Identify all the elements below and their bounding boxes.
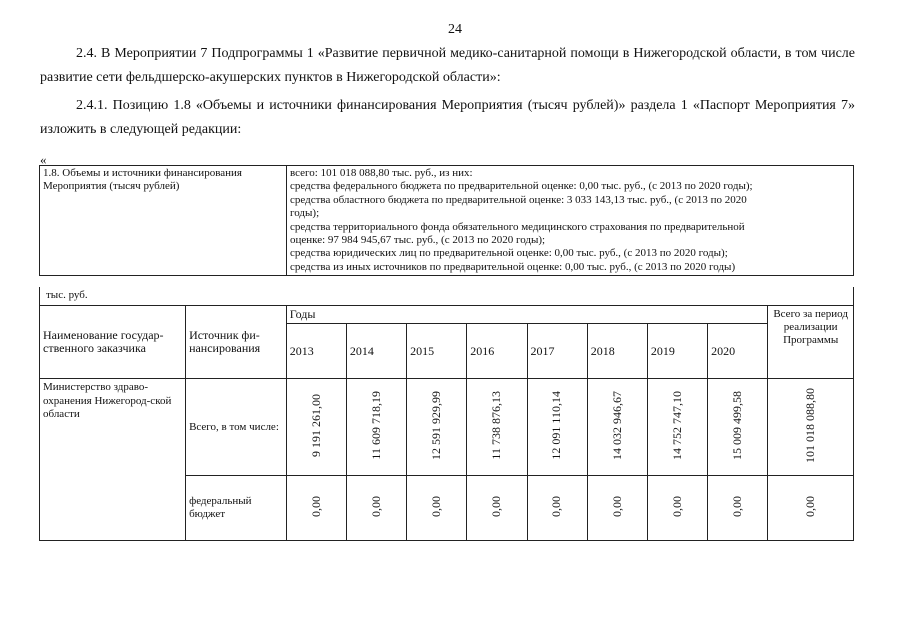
value-text: 11 609 718,19 — [368, 390, 383, 460]
year-header: 2019 — [647, 324, 707, 379]
customer-name: Министерство здраво-охранения Нижегород-ской области — [40, 379, 186, 541]
source-name: Всего, в том числе: — [186, 379, 287, 476]
value-cell — [286, 379, 346, 476]
value-text: 0,00 — [669, 495, 684, 517]
value-cell — [708, 379, 768, 476]
value-text: 0,00 — [308, 495, 323, 517]
paragraph-item-2-4-1: 2.4.1. Позицию 1.8 «Объемы и источники финансирования Мероприятия (тысяч рублей)» раздела 1 «Паспорт Мероприятия 7» изложить в следующей редакции: — [40, 98, 855, 137]
value-text: 12 091 110,14 — [549, 390, 564, 460]
financing-line: средства областного бюджета по предварительной оценке: 3 033 143,13 тыс. руб., (с 2013 по 2020 — [290, 193, 747, 206]
financing-line: средства юридических лиц по предварительной оценке: 0,00 тыс. руб., (с 2013 по 2020 годы); — [290, 247, 728, 260]
year-header: 2018 — [587, 324, 647, 379]
value-cell — [407, 379, 467, 476]
total-text: 101 018 088,80 — [802, 387, 817, 463]
total-cell — [768, 379, 854, 476]
financing-line: оценке: 97 984 945,67 тыс. руб., (с 2013 по 2020 годы); — [290, 234, 546, 247]
units-label: тыс. руб. — [46, 289, 88, 301]
value-text: 14 032 946,67 — [609, 390, 624, 460]
position-1-8-table — [39, 165, 854, 276]
value-text: 0,00 — [549, 495, 564, 517]
page-number: 24 — [448, 22, 462, 37]
year-header: 2017 — [527, 324, 587, 379]
position-label: 1.8. Объемы и источники финансирования Мероприятия (тысяч рублей) — [40, 166, 287, 276]
value-text: 9 191 261,00 — [308, 393, 323, 457]
financing-line: всего: 101 018 088,80 тыс. руб., из них: — [290, 167, 473, 179]
value-text: 0,00 — [489, 495, 504, 517]
units-row — [39, 287, 854, 305]
header-source: Источник фи-нансирования — [186, 306, 287, 379]
financing-line: средства из иных источников по предварительной оценке: 0,00 тыс. руб., (с 2013 по 2020 годы) — [290, 260, 736, 273]
value-cell — [527, 476, 587, 541]
value-text: 12 591 929,99 — [428, 390, 443, 460]
value-cell — [708, 476, 768, 541]
value-text: 15 009 499,58 — [730, 390, 744, 460]
total-text: 0,00 — [802, 495, 817, 517]
value-cell — [527, 379, 587, 476]
value-text: 0,00 — [730, 495, 744, 517]
value-text: 0,00 — [428, 495, 443, 517]
value-cell — [407, 476, 467, 541]
financing-line: средства федерального бюджета по предварительной оценке: 0,00 тыс. руб., (с 2013 по 2020 годы); — [290, 180, 753, 193]
value-text: 0,00 — [609, 495, 624, 517]
header-total: Всего за период реализации Программы — [768, 306, 854, 379]
value-cell — [587, 476, 647, 541]
value-cell — [346, 379, 406, 476]
value-cell — [286, 476, 346, 541]
financing-table — [39, 305, 854, 541]
header-customer: Наименование государ-ственного заказчика — [40, 306, 186, 379]
year-header: 2020 — [708, 324, 768, 379]
value-cell — [647, 379, 707, 476]
value-text: 11 738 876,13 — [489, 390, 504, 460]
financing-description — [287, 166, 854, 276]
source-name: федеральный бюджет — [186, 476, 287, 541]
year-header: 2013 — [286, 324, 346, 379]
value-cell — [346, 476, 406, 541]
year-header: 2014 — [346, 324, 406, 379]
total-cell — [768, 476, 854, 541]
financing-line: средства территориального фонда обязательного медицинского страхования по предварительной — [290, 220, 745, 233]
year-header: 2015 — [407, 324, 467, 379]
header-years: Годы — [286, 306, 768, 324]
value-text: 14 752 747,10 — [669, 390, 684, 460]
value-text: 0,00 — [368, 495, 383, 517]
year-header: 2016 — [467, 324, 527, 379]
financing-line: годы); — [290, 207, 320, 220]
value-cell — [647, 476, 707, 541]
table-row — [40, 379, 854, 476]
paragraph-item-2-4: 2.4. В Мероприятии 7 Подпрограммы 1 «Развитие первичной медико-санитарной помощи в Нижегородской области, в том числе развитие сети фельдшерско-акушерских пунктов в Нижегородской области»: — [40, 46, 855, 85]
value-cell — [587, 379, 647, 476]
value-cell — [467, 379, 527, 476]
value-cell — [467, 476, 527, 541]
opening-quote: « — [40, 152, 47, 167]
